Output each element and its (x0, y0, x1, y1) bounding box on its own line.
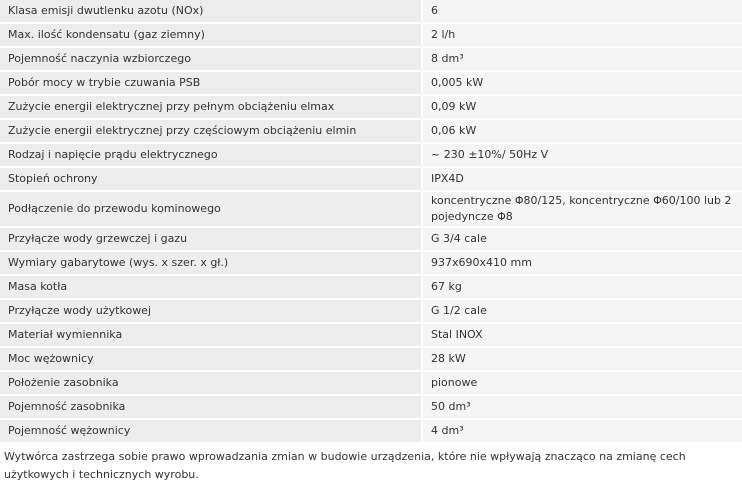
spec-label: Pobór mocy w trybie czuwania PSB (0, 71, 422, 95)
table-row (0, 419, 742, 443)
table-row (0, 323, 742, 347)
table-row (0, 191, 742, 227)
spec-label: Przyłącze wody użytkowej (0, 299, 422, 323)
spec-label: Pojemność wężownicy (0, 419, 422, 443)
spec-value: pionowe (422, 371, 742, 395)
spec-label: Zużycie energii elektrycznej przy pełnym obciążeniu elmax (0, 95, 422, 119)
spec-label: Klasa emisji dwutlenku azotu (NOx) (0, 0, 422, 23)
table-row (0, 71, 742, 95)
spec-label: Pojemność naczynia wzbiorczego (0, 47, 422, 71)
table-row (0, 0, 742, 23)
table-row (0, 347, 742, 371)
spec-label: Przyłącze wody grzewczej i gazu (0, 227, 422, 251)
spec-label: Podłączenie do przewodu kominowego (0, 191, 422, 227)
spec-value: ~ 230 ±10%/ 50Hz V (422, 143, 742, 167)
table-row (0, 227, 742, 251)
table-row (0, 47, 742, 71)
spec-value: G 1/2 cale (422, 299, 742, 323)
spec-value: 8 dm³ (422, 47, 742, 71)
spec-label: Położenie zasobnika (0, 371, 422, 395)
spec-value: 50 dm³ (422, 395, 742, 419)
spec-label: Rodzaj i napięcie prądu elektrycznego (0, 143, 422, 167)
table-row (0, 95, 742, 119)
spec-label: Moc wężownicy (0, 347, 422, 371)
spec-label: Max. ilość kondensatu (gaz ziemny) (0, 23, 422, 47)
spec-value: 0,09 kW (422, 95, 742, 119)
table-row (0, 143, 742, 167)
table-row (0, 395, 742, 419)
table-row (0, 23, 742, 47)
table-row (0, 275, 742, 299)
spec-value: 28 kW (422, 347, 742, 371)
spec-value: 4 dm³ (422, 419, 742, 443)
spec-label: Zużycie energii elektrycznej przy częściowym obciążeniu elmin (0, 119, 422, 143)
spec-value: 0,06 kW (422, 119, 742, 143)
spec-value: G 3/4 cale (422, 227, 742, 251)
spec-label: Pojemność zasobnika (0, 395, 422, 419)
spec-value: 937x690x410 mm (422, 251, 742, 275)
table-row (0, 167, 742, 191)
table-row (0, 371, 742, 395)
spec-value: IPX4D (422, 167, 742, 191)
spec-label: Materiał wymiennika (0, 323, 422, 347)
spec-value: 2 l/h (422, 23, 742, 47)
spec-value: koncentryczne Φ80/125, koncentryczne Φ60/100 lub 2 pojedyncze Φ8 (422, 191, 742, 227)
disclaimer-note: Wytwórca zastrzega sobie prawo wprowadzania zmian w budowie urządzenia, które nie wpływają znacząco na zmianę cech użytkowych i technicznych wyrobu. (4, 450, 686, 481)
spec-label: Masa kotła (0, 275, 422, 299)
spec-value: 67 kg (422, 275, 742, 299)
table-row (0, 119, 742, 143)
spec-label: Stopień ochrony (0, 167, 422, 191)
spec-label: Wymiary gabarytowe (wys. x szer. x gł.) (0, 251, 422, 275)
spec-value: 6 (422, 0, 742, 23)
table-row (0, 299, 742, 323)
spec-value: 0,005 kW (422, 71, 742, 95)
spec-value: Stal INOX (422, 323, 742, 347)
table-row (0, 251, 742, 275)
